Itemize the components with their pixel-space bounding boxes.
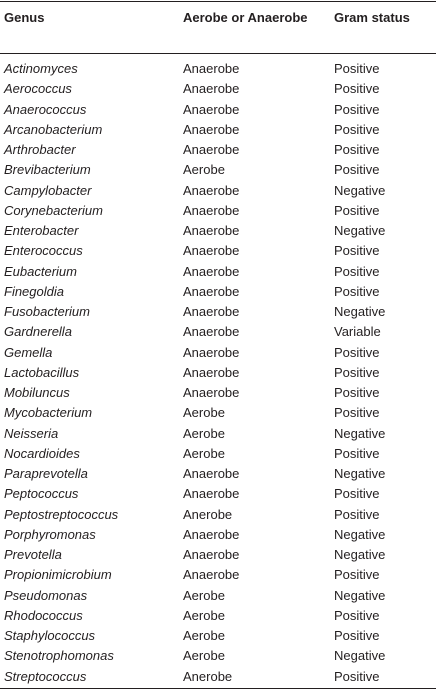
table-row: [0, 241, 436, 261]
gram-status-cell: Positive: [334, 202, 380, 218]
gram-status-cell: Negative: [334, 425, 386, 441]
table-top-rule: [0, 1, 436, 2]
oxygen-cell: Anaerobe: [183, 466, 240, 481]
gram-status-cell: Negative: [334, 648, 386, 664]
table-row: [0, 322, 436, 342]
table-row: [0, 586, 436, 606]
header-genus: Genus: [4, 10, 45, 25]
genus-cell: Staphylococcus: [4, 628, 96, 643]
table-header-row: [0, 9, 436, 49]
table-row: [0, 484, 436, 504]
oxygen-cell: Aerobe: [183, 607, 225, 623]
oxygen-cell: Anaerobe: [183, 202, 240, 218]
gram-status-cell: Negative: [334, 587, 386, 603]
oxygen-cell: Anerobe: [183, 668, 233, 684]
genus-cell: Finegoldia: [4, 283, 64, 299]
genus-cell: Nocardioides: [4, 445, 80, 461]
table-row: [0, 363, 436, 383]
oxygen-cell: Anaerobe: [183, 567, 240, 583]
oxygen-cell: Anaerobe: [183, 486, 240, 502]
genus-cell: Corynebacterium: [4, 202, 103, 218]
gram-status-cell: Positive: [334, 486, 380, 502]
oxygen-cell: Aerobe: [183, 445, 225, 461]
genus-cell: Eubacterium: [4, 263, 77, 279]
table-row: [0, 424, 436, 444]
gram-status-cell: Positive: [334, 243, 380, 259]
gram-status-cell: Variable: [334, 324, 381, 340]
table-row: [0, 646, 436, 666]
genus-cell: Arcanobacterium: [4, 121, 103, 137]
table-row: [0, 403, 436, 423]
gram-status-cell: Negative: [334, 304, 386, 319]
table-row: [0, 100, 436, 120]
gram-status-cell: Positive: [334, 364, 380, 380]
oxygen-cell: Anaerobe: [183, 81, 240, 97]
genus-cell: Rhodococcus: [4, 607, 83, 623]
table-row: [0, 343, 436, 363]
table-row: [0, 626, 436, 646]
oxygen-cell: Anaerobe: [183, 344, 240, 360]
gram-status-cell: Positive: [334, 405, 380, 421]
genus-cell: Streptococcus: [4, 668, 87, 684]
genus-cell: Pseudomonas: [4, 587, 88, 603]
oxygen-cell: Aerobe: [183, 162, 225, 178]
genus-cell: Gardnerella: [4, 324, 72, 340]
table-row: [0, 667, 436, 687]
gram-status-cell: Positive: [334, 162, 380, 178]
oxygen-cell: Anaerobe: [183, 526, 240, 542]
gram-status-cell: Positive: [334, 121, 380, 137]
gram-status-cell: Negative: [334, 182, 386, 198]
table-row: [0, 181, 436, 201]
header-gram-status: Gram status: [334, 10, 410, 25]
genus-cell: Arthrobacter: [4, 142, 76, 157]
oxygen-cell: Anaerobe: [183, 283, 240, 299]
gram-status-cell: Positive: [334, 344, 380, 360]
genus-cell: Campylobacter: [4, 182, 92, 198]
gram-status-cell: Positive: [334, 142, 380, 157]
oxygen-cell: Anaerobe: [183, 304, 240, 319]
oxygen-cell: Anerobe: [183, 506, 233, 522]
gram-status-cell: Positive: [334, 263, 380, 279]
genus-cell: Peptococcus: [4, 486, 79, 502]
gram-status-cell: Positive: [334, 607, 380, 623]
oxygen-cell: Anaerobe: [183, 263, 240, 279]
oxygen-cell: Anaerobe: [183, 121, 240, 137]
genus-cell: Enterobacter: [4, 223, 79, 238]
table-row: [0, 160, 436, 180]
table-row: [0, 221, 436, 241]
oxygen-cell: Anaerobe: [183, 182, 240, 198]
oxygen-cell: Aerobe: [183, 587, 225, 603]
gram-status-cell: Positive: [334, 445, 380, 461]
oxygen-cell: Aerobe: [183, 405, 225, 421]
table-row: [0, 201, 436, 221]
genus-cell: Fusobacterium: [4, 304, 90, 319]
header-aerobe-or-anaerobe: Aerobe or Anaerobe: [183, 10, 308, 25]
table-row: [0, 444, 436, 464]
gram-status-cell: Negative: [334, 526, 386, 542]
table-row: [0, 120, 436, 140]
gram-status-cell: Positive: [334, 101, 380, 117]
gram-status-cell: Positive: [334, 385, 380, 400]
genus-cell: Anaerococcus: [4, 101, 87, 117]
oxygen-cell: Anaerobe: [183, 61, 240, 76]
genus-cell: Paraprevotella: [4, 466, 88, 481]
oxygen-cell: Anaerobe: [183, 364, 240, 380]
table-header-rule: [0, 53, 436, 54]
gram-status-cell: Positive: [334, 81, 380, 97]
gram-status-cell: Negative: [334, 466, 386, 481]
oxygen-cell: Aerobe: [183, 628, 225, 643]
table-row: [0, 606, 436, 626]
table-row: [0, 262, 436, 282]
table-row: [0, 59, 436, 79]
genus-cell: Peptostreptococcus: [4, 506, 119, 522]
table-row: [0, 383, 436, 403]
genus-cell: Actinomyces: [4, 61, 78, 76]
genus-cell: Brevibacterium: [4, 162, 91, 178]
oxygen-cell: Anaerobe: [183, 142, 240, 157]
genus-cell: Neisseria: [4, 425, 59, 441]
oxygen-cell: Anaerobe: [183, 324, 240, 340]
genus-cell: Mobiluncus: [4, 385, 70, 400]
table-row: [0, 79, 436, 99]
genus-cell: Stenotrophomonas: [4, 648, 114, 664]
genus-cell: Porphyromonas: [4, 526, 96, 542]
table-row: [0, 282, 436, 302]
gram-status-cell: Positive: [334, 506, 380, 522]
gram-status-cell: Negative: [334, 547, 386, 562]
gram-status-cell: Positive: [334, 283, 380, 299]
table-row: [0, 140, 436, 160]
table-body: [0, 59, 436, 687]
table-bottom-rule: [0, 688, 436, 689]
gram-status-cell: Positive: [334, 567, 380, 583]
genus-cell: Lactobacillus: [4, 364, 80, 380]
genus-cell: Propionimicrobium: [4, 567, 112, 583]
table-row: [0, 302, 436, 322]
genus-cell: Gemella: [4, 344, 53, 360]
table-row: [0, 505, 436, 525]
oxygen-cell: Anaerobe: [183, 101, 240, 117]
oxygen-cell: Aerobe: [183, 648, 225, 664]
table-row: [0, 525, 436, 545]
gram-status-cell: Negative: [334, 223, 386, 238]
table-row: [0, 565, 436, 585]
genus-cell: Aerococcus: [4, 81, 72, 97]
oxygen-cell: Anaerobe: [183, 547, 240, 562]
gram-status-cell: Positive: [334, 61, 380, 76]
genus-cell: Prevotella: [4, 547, 62, 562]
gram-status-cell: Positive: [334, 668, 380, 684]
oxygen-cell: Anaerobe: [183, 243, 240, 259]
gram-status-cell: Positive: [334, 628, 380, 643]
table-row: [0, 545, 436, 565]
table-row: [0, 464, 436, 484]
oxygen-cell: Anaerobe: [183, 385, 240, 400]
genus-cell: Mycobacterium: [4, 405, 93, 421]
genus-cell: Enterococcus: [4, 243, 83, 259]
oxygen-cell: Aerobe: [183, 425, 225, 441]
oxygen-cell: Anaerobe: [183, 223, 240, 238]
